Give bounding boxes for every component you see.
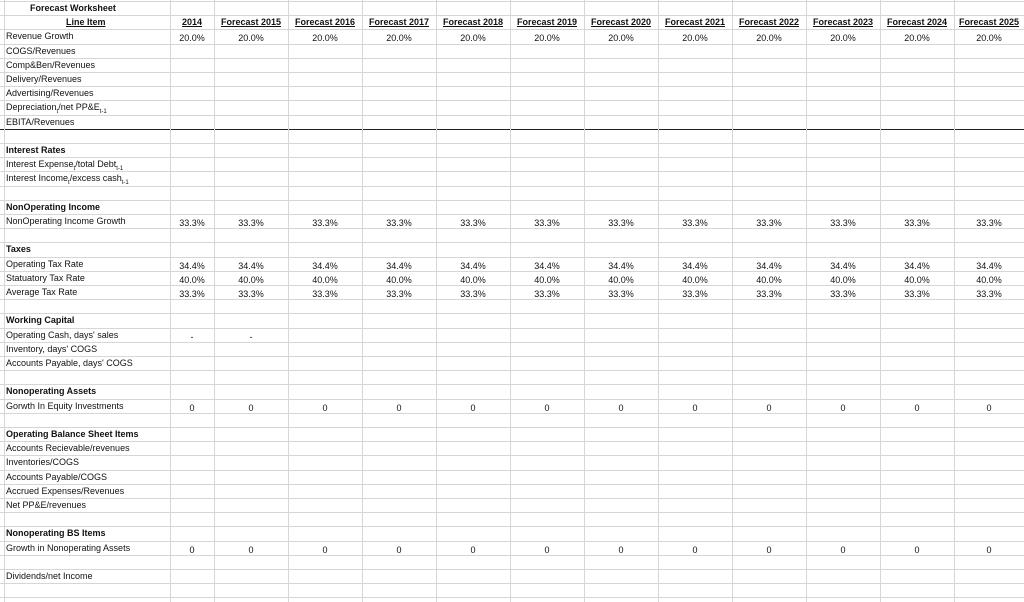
value-cell[interactable]: 34.4% — [179, 261, 205, 271]
row-gridline — [0, 526, 1024, 527]
value-cell[interactable]: 40.0% — [976, 275, 1002, 285]
value-cell[interactable]: 0 — [396, 403, 402, 413]
column-gridline — [214, 0, 215, 602]
value-cell[interactable]: 0 — [840, 403, 846, 413]
row-gridline — [0, 342, 1024, 343]
column-gridline — [880, 0, 881, 602]
value-cell[interactable]: 0 — [840, 545, 846, 555]
value-cell[interactable]: 34.4% — [238, 261, 264, 271]
value-cell[interactable]: 0 — [766, 545, 772, 555]
row-gridline — [0, 29, 1024, 30]
line-item-label[interactable]: Revenue Growth — [6, 31, 74, 41]
value-cell[interactable]: 20.0% — [460, 33, 486, 43]
value-cell[interactable]: 20.0% — [608, 33, 634, 43]
section-title[interactable]: Operating Balance Sheet Items — [6, 429, 139, 439]
section-title[interactable]: NonOperating Income — [6, 202, 101, 212]
value-cell[interactable]: 34.4% — [756, 261, 782, 271]
line-item-label[interactable]: Interest Income$_t$/excess cash$_{t-1}$ — [6, 173, 129, 186]
value-cell[interactable]: 33.3% — [179, 289, 205, 299]
value-cell[interactable]: 33.3% — [904, 289, 930, 299]
value-cell[interactable]: 34.4% — [682, 261, 708, 271]
line-item-label[interactable]: Comp&Ben/Revenues — [6, 60, 96, 70]
column-header[interactable]: 2014 — [181, 17, 203, 27]
value-cell[interactable]: 33.3% — [534, 289, 560, 299]
value-cell[interactable]: 33.3% — [460, 218, 486, 228]
value-cell[interactable]: 40.0% — [460, 275, 486, 285]
value-cell[interactable]: 40.0% — [830, 275, 856, 285]
value-cell[interactable]: 33.3% — [312, 289, 338, 299]
value-cell[interactable]: 34.4% — [312, 261, 338, 271]
value-cell[interactable]: 0 — [544, 545, 550, 555]
value-cell[interactable]: 0 — [248, 403, 254, 413]
line-item-label[interactable]: Inventories/COGS — [6, 457, 80, 467]
value-cell[interactable]: 34.4% — [460, 261, 486, 271]
column-gridline — [510, 0, 511, 602]
value-cell[interactable]: 33.3% — [756, 289, 782, 299]
column-header[interactable]: Forecast 2018 — [442, 17, 504, 27]
value-cell[interactable]: 33.3% — [830, 289, 856, 299]
value-cell[interactable]: 20.0% — [386, 33, 412, 43]
column-gridline — [436, 0, 437, 602]
value-cell[interactable]: 20.0% — [179, 33, 205, 43]
value-cell[interactable]: 0 — [189, 403, 195, 413]
value-cell[interactable]: 20.0% — [904, 33, 930, 43]
line-item-label[interactable]: Accounts Recievable/revenues — [6, 443, 130, 453]
value-cell[interactable]: 0 — [914, 403, 920, 413]
value-cell[interactable]: 34.4% — [976, 261, 1002, 271]
line-item-label[interactable]: Interest Expense$_t$/total Debt$_{t-1}$ — [6, 159, 124, 172]
value-cell[interactable]: 40.0% — [238, 275, 264, 285]
column-header[interactable]: Forecast 2022 — [738, 17, 800, 27]
row-gridline — [0, 541, 1024, 542]
row-gridline — [0, 1, 1024, 2]
line-item-label[interactable]: NonOperating Income Growth — [6, 216, 126, 226]
value-cell[interactable]: 0 — [189, 545, 195, 555]
value-cell[interactable]: 40.0% — [534, 275, 560, 285]
value-cell[interactable]: - — [249, 332, 253, 342]
section-title[interactable]: Taxes — [6, 244, 31, 254]
row-gridline — [0, 470, 1024, 471]
line-item-label[interactable]: Operating Cash, days' sales — [6, 330, 119, 340]
value-cell[interactable]: - — [190, 332, 194, 342]
column-gridline — [954, 0, 955, 602]
line-item-label[interactable]: Accrued Expenses/Revenues — [6, 486, 125, 496]
column-header[interactable]: Forecast 2024 — [886, 17, 948, 27]
line-item-label[interactable]: Accounts Payable/COGS — [6, 472, 108, 482]
value-cell[interactable]: 33.3% — [386, 289, 412, 299]
row-gridline — [0, 157, 1024, 158]
row-gridline — [0, 200, 1024, 201]
line-item-label[interactable]: Advertising/Revenues — [6, 88, 94, 98]
row-gridline — [0, 370, 1024, 371]
header-line-item[interactable]: Line Item — [66, 17, 106, 27]
line-item-label[interactable]: Net PP&E/revenues — [6, 500, 87, 510]
value-cell[interactable]: 0 — [986, 545, 992, 555]
column-header[interactable]: Forecast 2025 — [958, 17, 1020, 27]
value-cell[interactable]: 0 — [470, 403, 476, 413]
value-cell[interactable]: 33.3% — [682, 289, 708, 299]
value-cell[interactable]: 33.3% — [238, 289, 264, 299]
value-cell[interactable]: 40.0% — [904, 275, 930, 285]
row-gridline — [0, 498, 1024, 499]
section-title[interactable]: Working Capital — [6, 315, 75, 325]
column-header[interactable]: Forecast 2020 — [590, 17, 652, 27]
value-cell[interactable]: 33.3% — [830, 218, 856, 228]
column-gridline — [732, 0, 733, 602]
row-gridline — [0, 328, 1024, 329]
column-gridline — [658, 0, 659, 602]
row-gridline — [0, 427, 1024, 428]
value-cell[interactable]: 33.3% — [238, 218, 264, 228]
value-cell[interactable]: 33.3% — [756, 218, 782, 228]
row-gridline — [0, 171, 1024, 172]
row-gridline — [0, 384, 1024, 385]
row-gridline — [0, 129, 1024, 130]
value-cell[interactable]: 34.4% — [830, 261, 856, 271]
column-header[interactable]: Forecast 2016 — [294, 17, 356, 27]
line-item-label[interactable]: Statuatory Tax Rate — [6, 273, 85, 283]
value-cell[interactable]: 20.0% — [682, 33, 708, 43]
value-cell[interactable]: 34.4% — [534, 261, 560, 271]
row-gridline — [0, 356, 1024, 357]
value-cell[interactable]: 40.0% — [179, 275, 205, 285]
value-cell[interactable]: 33.3% — [976, 218, 1002, 228]
value-cell[interactable]: 33.3% — [976, 289, 1002, 299]
line-item-label[interactable]: Accounts Payable, days' COGS — [6, 358, 133, 368]
value-cell[interactable]: 0 — [914, 545, 920, 555]
value-cell[interactable]: 0 — [248, 545, 254, 555]
line-item-label[interactable]: EBITA/Revenues — [6, 117, 75, 127]
value-cell[interactable]: 0 — [322, 403, 328, 413]
value-cell[interactable]: 34.4% — [904, 261, 930, 271]
column-header[interactable]: Forecast 2017 — [368, 17, 430, 27]
line-item-label[interactable]: Operating Tax Rate — [6, 259, 84, 269]
value-cell[interactable]: 33.3% — [904, 218, 930, 228]
row-gridline — [0, 512, 1024, 513]
value-cell[interactable]: 33.3% — [386, 218, 412, 228]
row-gridline — [0, 58, 1024, 59]
value-cell[interactable]: 0 — [986, 403, 992, 413]
value-cell[interactable]: 40.0% — [386, 275, 412, 285]
value-cell[interactable]: 0 — [322, 545, 328, 555]
value-cell[interactable]: 40.0% — [608, 275, 634, 285]
value-cell[interactable]: 33.3% — [534, 218, 560, 228]
value-cell[interactable]: 20.0% — [312, 33, 338, 43]
line-item-label[interactable]: Depreciation$_t$/net $PP\&E_{t-1}$ — [6, 102, 107, 115]
value-cell[interactable]: 40.0% — [682, 275, 708, 285]
value-cell[interactable]: 20.0% — [756, 33, 782, 43]
value-cell[interactable]: 40.0% — [756, 275, 782, 285]
value-cell[interactable]: 34.4% — [608, 261, 634, 271]
row-gridline — [0, 583, 1024, 584]
value-cell[interactable]: 20.0% — [238, 33, 264, 43]
column-gridline — [362, 0, 363, 602]
row-gridline — [0, 399, 1024, 400]
row-gridline — [0, 214, 1024, 215]
column-gridline — [584, 0, 585, 602]
sheet-title[interactable]: Forecast Worksheet — [30, 3, 116, 13]
column-gridline — [288, 0, 289, 602]
row-gridline — [0, 597, 1024, 598]
section-title[interactable]: Nonoperating Assets — [6, 386, 97, 396]
value-cell[interactable]: 34.4% — [386, 261, 412, 271]
line-item-label[interactable]: Average Tax Rate — [6, 287, 78, 297]
value-cell[interactable]: 0 — [396, 545, 402, 555]
value-cell[interactable]: 33.3% — [179, 218, 205, 228]
value-cell[interactable]: 33.3% — [312, 218, 338, 228]
value-cell[interactable]: 0 — [544, 403, 550, 413]
column-gridline — [170, 0, 171, 602]
row-gridline — [0, 86, 1024, 87]
value-cell[interactable]: 33.3% — [460, 289, 486, 299]
row-gridline — [0, 257, 1024, 258]
row-gridline — [0, 569, 1024, 570]
row-gridline — [0, 143, 1024, 144]
column-gridline — [806, 0, 807, 602]
row-gridline — [0, 455, 1024, 456]
line-item-label[interactable]: Growth in Nonoperating Assets — [6, 543, 131, 553]
column-header[interactable]: Forecast 2015 — [220, 17, 282, 27]
column-gridline — [4, 0, 5, 602]
row-gridline — [0, 484, 1024, 485]
row-gridline — [0, 72, 1024, 73]
section-title[interactable]: Nonoperating BS Items — [6, 528, 106, 538]
row-gridline — [0, 242, 1024, 243]
line-item-label[interactable]: COGS/Revenues — [6, 46, 76, 56]
column-header[interactable]: Forecast 2021 — [664, 17, 726, 27]
line-item-label[interactable]: Gorwth In Equity Investments — [6, 401, 124, 411]
value-cell[interactable]: 0 — [618, 545, 624, 555]
row-gridline — [0, 100, 1024, 101]
value-cell[interactable]: 0 — [692, 403, 698, 413]
row-gridline — [0, 186, 1024, 187]
line-item-label[interactable]: Delivery/Revenues — [6, 74, 82, 84]
section-title[interactable]: Interest Rates — [6, 145, 66, 155]
value-cell[interactable]: 20.0% — [534, 33, 560, 43]
line-item-label[interactable]: Inventory, days' COGS — [6, 344, 98, 354]
value-cell[interactable]: 0 — [692, 545, 698, 555]
value-cell[interactable]: 40.0% — [312, 275, 338, 285]
row-gridline — [0, 313, 1024, 314]
value-cell[interactable]: 0 — [618, 403, 624, 413]
value-cell[interactable]: 0 — [766, 403, 772, 413]
column-header[interactable]: Forecast 2023 — [812, 17, 874, 27]
row-gridline — [0, 441, 1024, 442]
value-cell[interactable]: 20.0% — [830, 33, 856, 43]
value-cell[interactable]: 33.3% — [608, 218, 634, 228]
line-item-label[interactable]: Dividends/net Income — [6, 571, 93, 581]
column-header[interactable]: Forecast 2019 — [516, 17, 578, 27]
value-cell[interactable]: 20.0% — [976, 33, 1002, 43]
row-gridline — [0, 115, 1024, 116]
value-cell[interactable]: 0 — [470, 545, 476, 555]
value-cell[interactable]: 33.3% — [682, 218, 708, 228]
value-cell[interactable]: 33.3% — [608, 289, 634, 299]
